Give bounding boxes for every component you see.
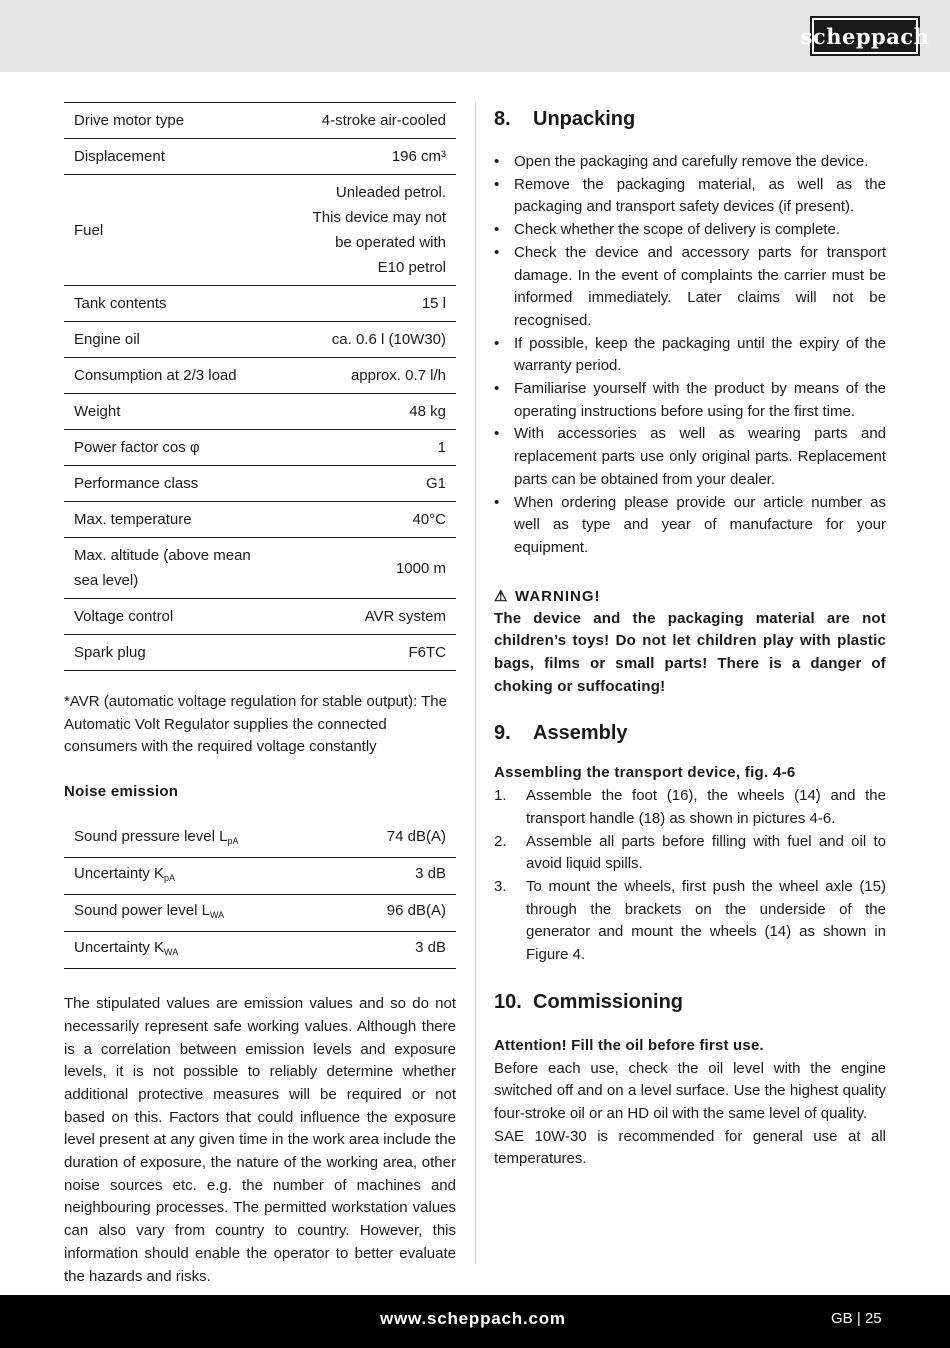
section-title: Commissioning (533, 990, 684, 1013)
assembly-subtitle: Assembling the transport device, fig. 4-6 (494, 764, 796, 782)
noise-value: 3 dB (415, 939, 446, 957)
step-text: To mount the wheels, first push the wheel axle (15) through the brackets on the underside of the generator and mount the wheels (14) as shown in Figure 4. (526, 877, 886, 964)
list-item (494, 876, 886, 967)
attention-note: Attention! Fill the oil before first use. (494, 1036, 764, 1054)
noise-label (64, 821, 338, 858)
noise-row (64, 858, 456, 895)
avr-note: *AVR (automatic voltage regulation for stable output): The Automatic Volt Regulator supplies the connected consumers with the required voltage constantly (64, 693, 447, 756)
warning-label: WARNING! (515, 587, 601, 605)
noise-table (64, 821, 456, 969)
noise-label (64, 895, 338, 932)
assembly-steps (494, 785, 886, 967)
column-divider (475, 102, 476, 1264)
spec-value (279, 139, 456, 175)
spec-value-line: G1 (425, 475, 446, 492)
spec-row (64, 599, 456, 635)
spec-value-line: ca. 0.6 l (10W30) (331, 331, 446, 348)
noise-value: 3 dB (415, 865, 446, 883)
spec-row (64, 635, 456, 671)
section-title: Assembly (533, 722, 628, 745)
spec-value (279, 103, 456, 139)
spec-row (64, 103, 456, 139)
commissioning-text-2: SAE 10W-30 is recommended for general use at all temperatures. (494, 1127, 886, 1168)
spec-value (279, 466, 456, 502)
spec-value (279, 358, 456, 394)
spec-value (279, 175, 456, 286)
noise-label-subscript: WA (164, 947, 179, 958)
spec-row (64, 175, 456, 286)
noise-label-text: Uncertainty K (74, 939, 165, 957)
noise-value: 96 dB(A) (386, 902, 446, 920)
step-text: Assemble all parts before filling with fuel and oil to avoid liquid spills. (526, 832, 886, 873)
spec-label: Performance class (74, 475, 199, 492)
spec-label: Drive motor type (74, 112, 185, 129)
spec-value (279, 286, 456, 322)
spec-row (64, 358, 456, 394)
commissioning-text: Before each use, check the oil level with the engine switched off and on a level surface. Use the highest quality four-stroke oil or an HD oil with the same level of quality. (494, 1059, 886, 1122)
spec-value-line: 1 (437, 439, 446, 456)
noise-row (64, 895, 456, 932)
website-link[interactable]: www.scheppach.com (380, 1309, 566, 1328)
noise-value: 74 dB(A) (386, 828, 446, 846)
spec-row (64, 502, 456, 538)
footer-band (0, 1295, 950, 1348)
spec-value-line: 1000 m (395, 559, 446, 577)
list-item: • When ordering please provide our article number as well as type and year of manufacture for your equipment. (494, 492, 886, 560)
noise-label (64, 932, 338, 969)
spec-label: Power factor cos φ (74, 439, 200, 456)
unpacking-list (494, 151, 886, 560)
spec-label: Tank contents (74, 295, 167, 312)
spec-value (279, 394, 456, 430)
section-number: 9. (494, 722, 511, 745)
spec-value (279, 599, 456, 635)
page-number: GB | 25 (831, 1310, 882, 1327)
list-item: • Check whether the scope of delivery is complete. (494, 219, 886, 242)
spec-value-line: 48 kg (409, 403, 446, 420)
header-band (0, 0, 950, 72)
technical-data-table (64, 102, 456, 671)
spec-row (64, 286, 456, 322)
spec-row (64, 394, 456, 430)
section-number: 10. (494, 990, 522, 1013)
noise-label-text: Sound pressure level L (74, 828, 228, 846)
spec-label: Voltage control (74, 608, 174, 625)
left-column (64, 102, 456, 1288)
spec-label: Consumption at 2/3 load (74, 367, 237, 384)
section-number: 8. (494, 108, 511, 130)
noise-label (64, 858, 338, 895)
section-title: Unpacking (533, 108, 636, 130)
spec-row (64, 538, 456, 599)
spec-label: Max. temperature (74, 511, 192, 528)
spec-value (279, 635, 456, 671)
brand-logo: scheppach (810, 16, 920, 56)
noise-emission-heading: Noise emission (64, 783, 179, 801)
list-item (494, 785, 886, 830)
spec-value-line: E10 petrol (377, 259, 446, 276)
list-item: • Open the packaging and carefully remove the device. (494, 151, 886, 174)
spec-value (279, 322, 456, 358)
spec-value-line: AVR system (364, 608, 446, 625)
assembly-heading (494, 718, 886, 748)
noise-row (64, 932, 456, 969)
noise-label-subscript: pA (227, 836, 239, 847)
emission-text: The stipulated values are emission values and so do not necessarily represent safe working values. Although there is a correlation between emission levels and exposure levels, it is not possible to reliably determine whether additional protective measures will be required or not based on this. Factors that could influence the exposure level present at any given time in the work area include the duration of exposure, the nature of the working area, other noise sources etc. e.g. the number of machines and neighbouring processes. The permitted workstation values can also vary from country to country. However, this information should enable the operator to better evaluate the hazards and risks. (64, 995, 456, 1285)
step-text: Assemble the foot (16), the wheels (14) and the transport handle (18) as shown in pictures 4-6. (526, 787, 886, 827)
spec-row (64, 430, 456, 466)
step-number: 3. (494, 877, 507, 895)
list-item: • If possible, keep the packaging until the expiry of the warranty period. (494, 333, 886, 378)
spec-label: Spark plug (74, 644, 146, 661)
spec-value-line: Unleaded petrol. (335, 184, 446, 201)
spec-value-line: 4-stroke air-cooled (321, 112, 446, 129)
step-number: 2. (494, 832, 507, 850)
warning-triangle-icon: ⚠ (494, 587, 509, 605)
spec-value-line: 40°C (412, 511, 446, 528)
spec-row (64, 466, 456, 502)
step-number: 1. (494, 787, 507, 805)
list-item: • Remove the packaging material, as well as the packaging and transport safety devices (if present). (494, 174, 886, 219)
right-column (494, 104, 886, 1171)
list-item: • Familiarise yourself with the product by means of the operating instructions before using for the first time. (494, 378, 886, 423)
warning-text: The device and the packaging material are not children’s toys! Do not let children play with plastic bags, films or small parts! There is a danger of choking or suffocating! (494, 609, 886, 695)
spec-value-line: approx. 0.7 l/h (350, 367, 446, 384)
spec-value-line: 15 l (421, 295, 446, 312)
warning-heading (494, 586, 886, 608)
noise-label-subscript: WA (209, 910, 225, 921)
commissioning-heading (494, 987, 886, 1017)
spec-label: Max. altitude (above mean sea level) (74, 547, 251, 589)
noise-row (64, 821, 456, 858)
spec-label: Displacement (74, 148, 165, 165)
spec-value-line: be operated with (335, 234, 446, 251)
spec-label: Fuel (74, 221, 104, 239)
list-item (494, 831, 886, 876)
spec-value (279, 430, 456, 466)
spec-value (279, 538, 456, 599)
spec-row (64, 139, 456, 175)
spec-label: Engine oil (74, 331, 140, 348)
noise-label-text: Sound power level L (74, 902, 210, 920)
unpacking-heading (494, 104, 886, 134)
list-item: • With accessories as well as wearing parts and replacement parts use only original parts. Replacement parts can be obtained from your dealer. (494, 423, 886, 491)
spec-value-line: 196 cm³ (391, 148, 446, 165)
spec-value-line: F6TC (408, 644, 446, 661)
noise-label-text: Uncertainty K (74, 865, 165, 883)
spec-row (64, 322, 456, 358)
list-item: • Check the device and accessory parts for transport damage. In the event of complaints the carrier must be informed immediately. Later claims will not be recognised. (494, 242, 886, 333)
noise-label-subscript: pA (164, 873, 176, 884)
spec-value (279, 502, 456, 538)
spec-label: Weight (74, 403, 121, 420)
spec-value-line: This device may not (312, 209, 446, 226)
